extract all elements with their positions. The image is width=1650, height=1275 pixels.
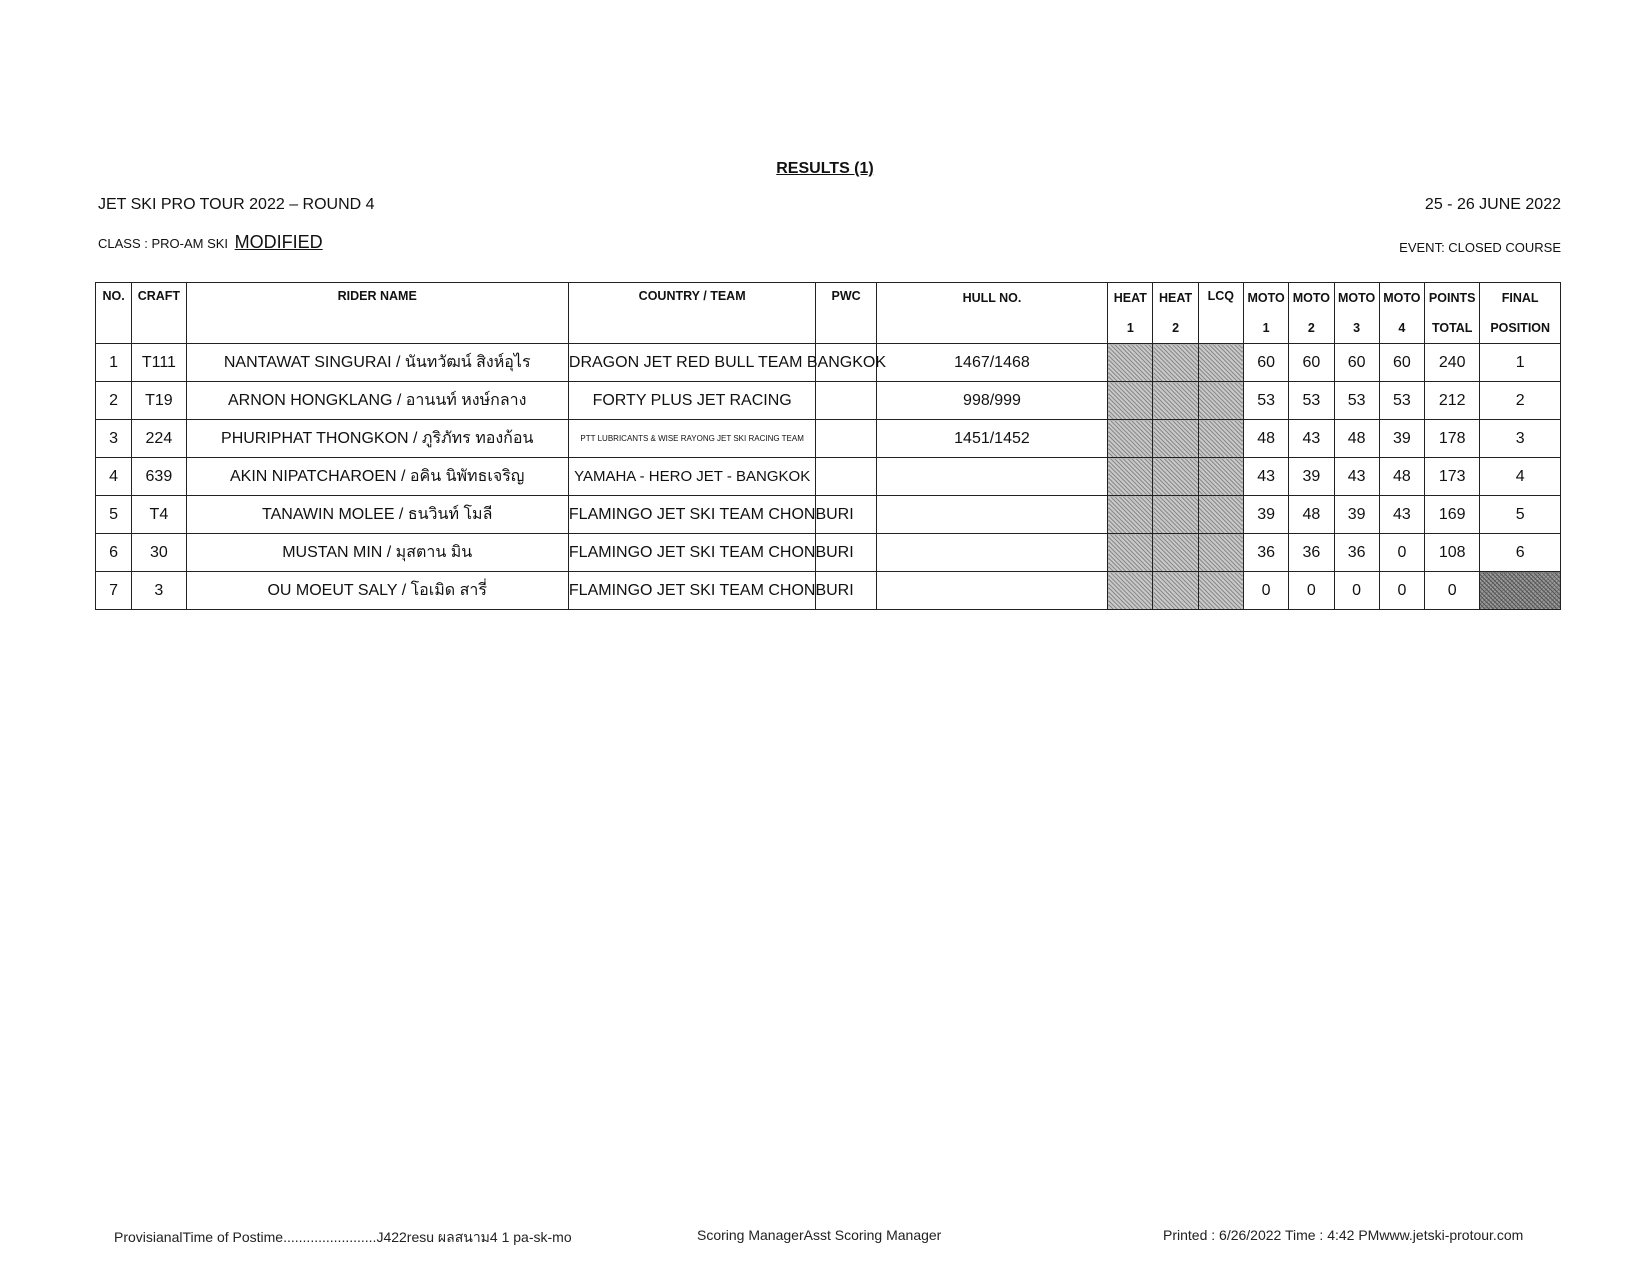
cell-points: 240 <box>1425 344 1480 382</box>
cell-pwc <box>816 420 876 458</box>
cell-rider: ARNON HONGKLANG / อานนท์ หงษ์กลาง <box>186 382 568 420</box>
cell-hull <box>876 534 1107 572</box>
cell-moto1: 43 <box>1243 458 1288 496</box>
col-header-heat2: HEAT <box>1153 283 1198 314</box>
cell-craft: 3 <box>132 572 186 610</box>
col-header-points-sub: TOTAL <box>1425 313 1480 344</box>
cell-moto4: 53 <box>1379 382 1424 420</box>
cell-points: 212 <box>1425 382 1480 420</box>
event-date: 25 - 26 JUNE 2022 <box>1424 196 1561 213</box>
cell-moto4: 0 <box>1379 572 1424 610</box>
results-table <box>95 282 1561 610</box>
cell-moto3: 36 <box>1334 534 1379 572</box>
cell-moto2: 53 <box>1289 382 1334 420</box>
col-header-points: POINTS <box>1425 283 1480 314</box>
cell-heat1-shaded <box>1108 572 1153 610</box>
cell-heat2-shaded <box>1153 496 1198 534</box>
cell-team: FLAMINGO JET SKI TEAM CHONBURI <box>568 496 816 534</box>
cell-lcq-shaded <box>1198 572 1243 610</box>
cell-final: 4 <box>1480 458 1561 496</box>
col-header-moto1-sub: 1 <box>1243 313 1288 344</box>
col-header-hull: HULL NO. <box>876 283 1107 344</box>
cell-rider: TANAWIN MOLEE / ธนวินท์ โมลี <box>186 496 568 534</box>
cell-final-shaded <box>1480 572 1561 610</box>
cell-lcq-shaded <box>1198 382 1243 420</box>
cell-heat2-shaded <box>1153 572 1198 610</box>
cell-heat1-shaded <box>1108 420 1153 458</box>
cell-lcq-shaded <box>1198 420 1243 458</box>
cell-moto2: 36 <box>1289 534 1334 572</box>
table-row <box>96 382 1561 420</box>
cell-moto2: 43 <box>1289 420 1334 458</box>
table-row <box>96 344 1561 382</box>
cell-lcq-shaded <box>1198 496 1243 534</box>
cell-heat1-shaded <box>1108 344 1153 382</box>
table-row <box>96 496 1561 534</box>
cell-heat1-shaded <box>1108 382 1153 420</box>
cell-pwc <box>816 458 876 496</box>
event-type: EVENT: CLOSED COURSE <box>1399 240 1561 255</box>
cell-moto3: 60 <box>1334 344 1379 382</box>
cell-craft: 639 <box>132 458 186 496</box>
results-title: RESULTS (1) <box>776 160 874 177</box>
cell-heat2-shaded <box>1153 344 1198 382</box>
cell-team: FORTY PLUS JET RACING <box>568 382 816 420</box>
cell-craft: T4 <box>132 496 186 534</box>
class-line <box>98 232 323 253</box>
col-header-team: COUNTRY / TEAM <box>568 283 816 344</box>
cell-points: 0 <box>1425 572 1480 610</box>
cell-hull: 998/999 <box>876 382 1107 420</box>
cell-moto2: 48 <box>1289 496 1334 534</box>
cell-pwc <box>816 382 876 420</box>
cell-points: 178 <box>1425 420 1480 458</box>
cell-heat1-shaded <box>1108 458 1153 496</box>
col-header-no: NO. <box>96 283 132 344</box>
cell-moto2: 0 <box>1289 572 1334 610</box>
cell-no: 2 <box>96 382 132 420</box>
footer-printed: Printed : 6/26/2022 Time : 4:42 PMwww.jetski-protour.com <box>1163 1227 1524 1243</box>
cell-moto4: 0 <box>1379 534 1424 572</box>
table-row <box>96 572 1561 610</box>
cell-no: 6 <box>96 534 132 572</box>
cell-heat1-shaded <box>1108 496 1153 534</box>
cell-moto4: 48 <box>1379 458 1424 496</box>
cell-moto2: 39 <box>1289 458 1334 496</box>
table-row <box>96 458 1561 496</box>
cell-moto3: 48 <box>1334 420 1379 458</box>
cell-heat2-shaded <box>1153 458 1198 496</box>
cell-rider: PHURIPHAT THONGKON / ภูริภัทร ทองก้อน <box>186 420 568 458</box>
col-header-lcq: LCQ <box>1198 283 1243 344</box>
table-row <box>96 420 1561 458</box>
event-name: JET SKI PRO TOUR 2022 – ROUND 4 <box>98 196 375 213</box>
cell-moto1: 48 <box>1243 420 1288 458</box>
col-header-moto1: MOTO <box>1243 283 1288 314</box>
cell-moto2: 60 <box>1289 344 1334 382</box>
cell-team: PTT LUBRICANTS & WISE RAYONG JET SKI RACING TEAM <box>568 420 816 458</box>
cell-heat2-shaded <box>1153 420 1198 458</box>
cell-moto1: 0 <box>1243 572 1288 610</box>
cell-rider: NANTAWAT SINGURAI / นันทวัฒน์ สิงห์อุไร <box>186 344 568 382</box>
class-prefix: CLASS : PRO-AM SKI <box>98 236 229 251</box>
cell-hull: 1467/1468 <box>876 344 1107 382</box>
footer-scoring: Scoring ManagerAsst Scoring Manager <box>697 1227 942 1243</box>
cell-hull <box>876 572 1107 610</box>
cell-craft: T111 <box>132 344 186 382</box>
col-header-craft: CRAFT <box>132 283 186 344</box>
cell-team: FLAMINGO JET SKI TEAM CHONBURI <box>568 572 816 610</box>
cell-moto3: 39 <box>1334 496 1379 534</box>
col-header-heat2-sub: 2 <box>1153 313 1198 344</box>
cell-moto1: 36 <box>1243 534 1288 572</box>
cell-no: 3 <box>96 420 132 458</box>
cell-heat2-shaded <box>1153 382 1198 420</box>
cell-no: 5 <box>96 496 132 534</box>
cell-final: 2 <box>1480 382 1561 420</box>
cell-moto3: 53 <box>1334 382 1379 420</box>
cell-final: 5 <box>1480 496 1561 534</box>
cell-no: 1 <box>96 344 132 382</box>
cell-craft: 30 <box>132 534 186 572</box>
col-header-final: FINAL <box>1480 283 1561 314</box>
cell-moto1: 39 <box>1243 496 1288 534</box>
cell-hull <box>876 496 1107 534</box>
table-row <box>96 534 1561 572</box>
cell-team: FLAMINGO JET SKI TEAM CHONBURI <box>568 534 816 572</box>
col-header-final-sub: POSITION <box>1480 313 1561 344</box>
cell-moto4: 60 <box>1379 344 1424 382</box>
cell-moto4: 39 <box>1379 420 1424 458</box>
cell-moto4: 43 <box>1379 496 1424 534</box>
cell-no: 4 <box>96 458 132 496</box>
footer-provisional: ProvisianalTime of Postime........................J422resu ผลสนาม4 1 pa-sk-mo <box>114 1229 572 1245</box>
cell-lcq-shaded <box>1198 458 1243 496</box>
cell-lcq-shaded <box>1198 344 1243 382</box>
cell-hull <box>876 458 1107 496</box>
col-header-moto4-sub: 4 <box>1379 313 1424 344</box>
cell-moto3: 43 <box>1334 458 1379 496</box>
col-header-moto3-sub: 3 <box>1334 313 1379 344</box>
cell-team: DRAGON JET RED BULL TEAM BANGKOK <box>568 344 816 382</box>
cell-moto1: 53 <box>1243 382 1288 420</box>
class-name: MODIFIED <box>234 232 323 252</box>
cell-lcq-shaded <box>1198 534 1243 572</box>
cell-heat2-shaded <box>1153 534 1198 572</box>
col-header-rider: RIDER NAME <box>186 283 568 344</box>
cell-rider: MUSTAN MIN / มุสตาน มิน <box>186 534 568 572</box>
cell-points: 173 <box>1425 458 1480 496</box>
cell-hull: 1451/1452 <box>876 420 1107 458</box>
cell-rider: OU MOEUT SALY / โอเมิด สารี่ <box>186 572 568 610</box>
col-header-pwc: PWC <box>816 283 876 344</box>
cell-points: 169 <box>1425 496 1480 534</box>
cell-final: 1 <box>1480 344 1561 382</box>
col-header-moto2-sub: 2 <box>1289 313 1334 344</box>
col-header-moto2: MOTO <box>1289 283 1334 314</box>
col-header-heat1: HEAT <box>1108 283 1153 314</box>
cell-no: 7 <box>96 572 132 610</box>
cell-points: 108 <box>1425 534 1480 572</box>
cell-heat1-shaded <box>1108 534 1153 572</box>
cell-craft: T19 <box>132 382 186 420</box>
col-header-heat1-sub: 1 <box>1108 313 1153 344</box>
cell-moto3: 0 <box>1334 572 1379 610</box>
cell-moto1: 60 <box>1243 344 1288 382</box>
col-header-moto3: MOTO <box>1334 283 1379 314</box>
cell-craft: 224 <box>132 420 186 458</box>
cell-team: YAMAHA - HERO JET - BANGKOK <box>568 458 816 496</box>
cell-final: 3 <box>1480 420 1561 458</box>
cell-rider: AKIN NIPATCHAROEN / อคิน นิพัทธเจริญ <box>186 458 568 496</box>
col-header-moto4: MOTO <box>1379 283 1424 314</box>
cell-final: 6 <box>1480 534 1561 572</box>
